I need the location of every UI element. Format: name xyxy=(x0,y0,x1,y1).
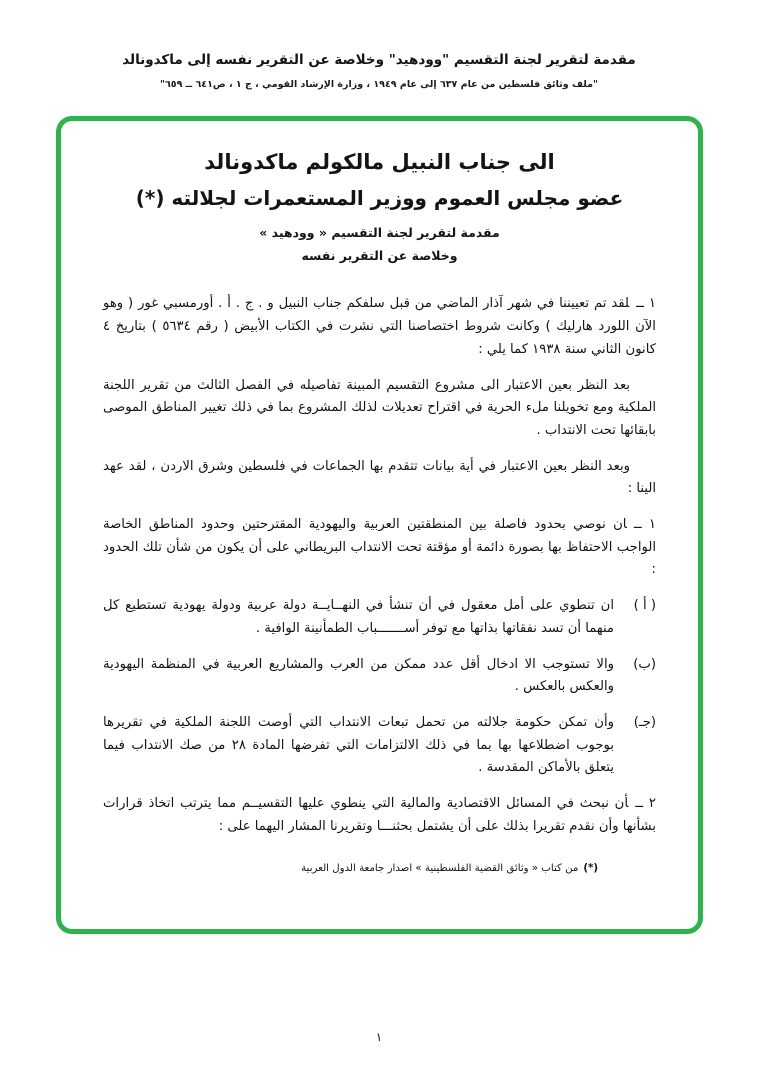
paragraph-number: ١ ــ xyxy=(636,296,656,312)
letter-body xyxy=(103,293,656,838)
letter-subtitle-line2: وخلاصة عن التقرير نفسه xyxy=(301,248,458,264)
item-letter-label: ( أ ) xyxy=(633,598,656,614)
paragraph-numbered-1 xyxy=(103,293,656,361)
paragraph-number: ٢ ــ xyxy=(635,796,656,812)
paragraph-lettered-b xyxy=(103,654,656,699)
document-header-title: مقدمة لتقرير لجنة التقسيم "وودهيد" وخلاصة عن التقرير نفسه إلى ماكدونالد xyxy=(122,52,636,68)
footnote xyxy=(103,863,656,874)
paragraph-text: ان نوصي بحدود فاصلة بين المنطقتين العربية واليهودية المقترحتين وحدود المناطق الخاصة الواجب الاحتفاظ بها بصورة دائمة أو مؤقتة تحت الانتداب البريطاني على أن يكون من شأن تلك الحدود : xyxy=(103,517,656,578)
document-border-frame xyxy=(56,116,703,934)
page-header xyxy=(0,0,758,90)
item-text: والا تستوجب الا ادخال أقل عدد ممكن من العرب والمشاريع العربية في المنظمة اليهودية والعكس بالعكس . xyxy=(103,656,614,695)
letter-addressee-line1: الى جناب النبيل مالكولم ماكدونالد xyxy=(204,150,555,174)
paragraph-numbered-3 xyxy=(103,793,656,838)
item-letter-label: (ب) xyxy=(633,656,656,672)
footnote-text: من كتاب « وثائق القضية الفلسطينية » اصدار جامعة الدول العربية xyxy=(301,862,579,874)
paragraph-text: لقد تم تعييننا في شهر آذار الماضي من قبل سلفكم جناب النبيل و . ج . أ . أورمسبي غور ( وهو الآن اللورد هارليك ) وكانت شروط اختصاصنا التي نشرت في الكتاب الأبيض ( رقم ٥٦٣٤ ) بتاريخ ٤ كانون الثاني سنة ١٩٣٨ كما يلي : xyxy=(103,296,656,357)
page-number: ١ xyxy=(375,1030,383,1044)
paragraph-text: وبعد النظر بعين الاعتبار في أية بيانات تتقدم بها الجماعات في فلسطين وشرق الاردن ، لقد عهد الينا : xyxy=(103,458,656,497)
letter-subtitle-line1: مقدمة لتقرير لجنة التقسيم « وودهيد » xyxy=(259,225,500,241)
item-text: ان تنطوي على أمل معقول في أن تنشأ في النهــايــة دولة عربية ودولة يهودية تستطيع كل منهما أن تسد نفقاتها بذاتها مع توفر أســـــــباب الطمأنينة الوافية . xyxy=(103,598,614,636)
paragraph-text: أن نبحث في المسائل الاقتصادية والمالية التي ينطوي عليها التقسيــم مما يترتب اتخاذ قرارات بشأنها وأن نقدم تقريرا بذلك على أن يشتمل بحثنـــا وتقريرنا المشار اليهما على : xyxy=(103,796,656,834)
paragraph-text: بعد النظر بعين الاعتبار الى مشروع التقسيم المبينة تفاصيله في الفصل الثالث من تقرير اللجنة الملكية ومع تخويلنا ملء الحرية في اقتراح تعديلات لذلك المشروع بما في ذلك تغيير المناطق الموصى بابقائها تحت الانتداب . xyxy=(103,377,656,438)
footnote-marker: (*) xyxy=(583,862,598,874)
item-text: وأن تمكن حكومة جلالته من تحمل تبعات الانتداب التي أوصت اللجنة الملكية في تقريرها بوجوب اضطلاعها بها بما في ذلك الالتزامات التي تفرضها المادة ٢٨ من صك الانتداب فيما يتعلق بالأماكن المقدسة . xyxy=(103,714,614,776)
paragraph-number: ١ ــ xyxy=(633,517,657,533)
paragraph-lettered-c xyxy=(103,712,656,780)
paragraph-numbered-2 xyxy=(103,514,656,582)
paragraph-quote-1 xyxy=(103,375,656,443)
paragraph-lettered-a xyxy=(103,595,656,640)
item-letter-label: (جـ) xyxy=(633,714,656,730)
paragraph-quote-2 xyxy=(103,456,656,501)
letter-addressee-line2: عضو مجلس العموم ووزير المستعمرات لجلالته (*) xyxy=(135,186,624,211)
document-source-line: "ملف وثائق فلسطين من عام ٦٣٧ إلى عام ١٩٤٩ ، وزارة الإرشاد القومي ، ج ١ ، ص٦٤١ ــ ٦٥٩" xyxy=(160,79,598,90)
